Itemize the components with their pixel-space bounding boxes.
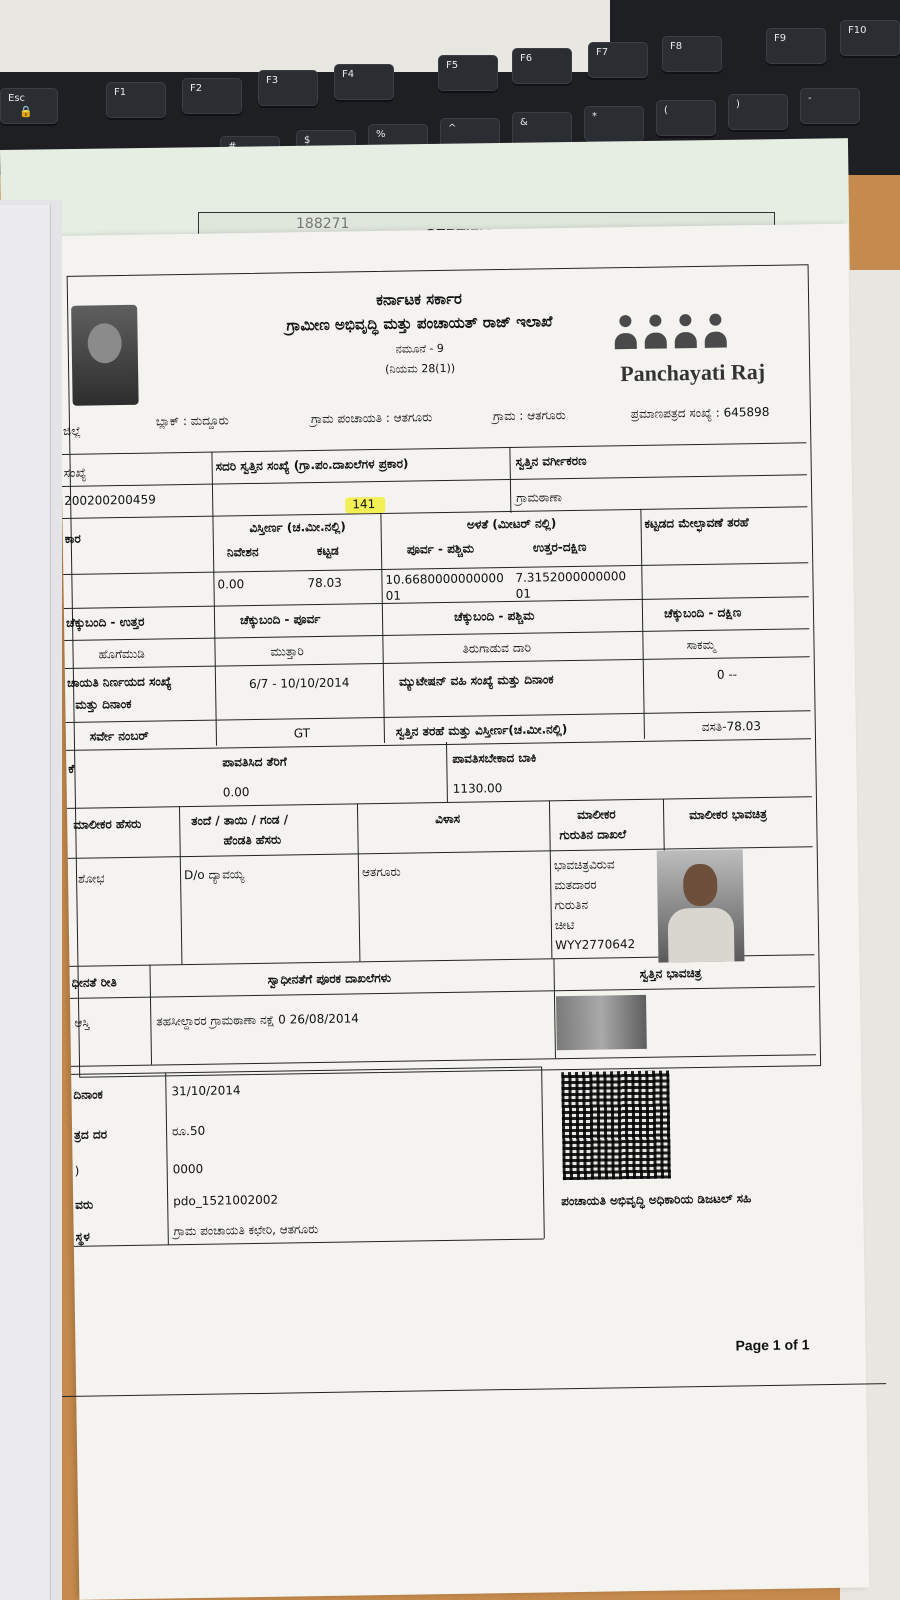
key-f1: F1 (106, 82, 166, 118)
property-photo (556, 995, 647, 1050)
book-page-edge (0, 205, 51, 1600)
panchayati-raj-logo-icon (611, 313, 752, 355)
rule-number: (ನಿಯಮ 28(1)) (385, 361, 456, 376)
classification-value: ಗ್ರಾಮಠಾಣಾ (516, 490, 563, 505)
owner-id-line-4: ಚೀಟಿ (554, 917, 575, 933)
boundary-north-label: ಚೆಕ್ಕುಬಂದಿ - ಉತ್ತರ (65, 614, 145, 630)
roof-type-label: ಕಟ್ಟಡದ ಮೇಲ್ಛಾವಣೆ ತರಹೆ (644, 515, 749, 531)
mutation-value: 0 -- (716, 667, 738, 682)
site-area-value: 0.00 (217, 577, 245, 592)
owner-id-label-1: ಮಾಲೀಕರ (577, 807, 616, 822)
form-9-document (58, 224, 869, 1600)
key-minus: - (800, 88, 860, 124)
property-photo-label: ಸ್ವತ್ತಿನ ಭಾವಚಿತ್ರ (639, 965, 702, 981)
panchayati-raj-logo-text: Panchayati Raj (620, 358, 766, 387)
key-f4: F4 (334, 64, 394, 100)
sadari-value: 141 (352, 497, 376, 512)
resolution-label-1: ಚಾಯತಿ ನಿರ್ಣಯದ ಸಂಖ್ಯೆ (66, 674, 172, 690)
owner-id-line-3: ಗುರುತಿನ (554, 897, 589, 913)
address-label: ವಿಳಾಸ (435, 811, 461, 827)
east-west-label: ಪೂರ್ವ - ಪಶ್ಚಿಮ (406, 541, 475, 557)
owner-id-line-1: ಭಾವಚಿತ್ರವಿರುವ (553, 857, 615, 873)
owner-name-label: ಮಾಲೀಕರ ಹೆಸರು (73, 816, 142, 832)
tax-balance-value: 1130.00 (452, 781, 503, 796)
resolution-value: 6/7 - 10/10/2014 (248, 675, 350, 692)
east-west-value-1: 10.6680000000000 (385, 571, 504, 587)
key-esc: Esc 🔒 (0, 88, 58, 124)
key-f10: F10 (840, 20, 900, 56)
owner-id-line-2: ಮತದಾರರ (554, 877, 597, 893)
receipt-value: 0000 (172, 1161, 204, 1177)
owner-photo (657, 849, 745, 962)
boundary-east-label: ಚೆಕ್ಕುಬಂದಿ - ಪೂರ್ವ (239, 611, 321, 628)
east-west-value-2: 01 (385, 588, 402, 603)
tax-label: ಕೆ (68, 761, 75, 776)
owner-photo-label: ಮಾಲೀಕರ ಭಾವಚಿತ್ರ (689, 806, 768, 823)
north-south-value-2: 01 (515, 586, 532, 601)
survey-label: ಸರ್ವೇ ನಂಬರ್ (89, 728, 149, 744)
certificate-number: ಪ್ರಮಾಣಪತ್ರದ ಸಂಖ್ಯೆ : 645898 (630, 404, 770, 422)
form-number: ನಮೂನೆ - 9 (395, 341, 444, 356)
issuer-label: ವರು (75, 1197, 94, 1212)
property-no-value: 200200200459 (64, 492, 156, 508)
dimension-label: ಅಳತೆ (ಮೀಟರ್ ನಲ್ಲಿ) (466, 516, 557, 532)
receipt-label: ) (74, 1163, 80, 1178)
karnataka-emblem-icon (71, 305, 139, 406)
boundary-south-label: ಚೆಕ್ಕುಬಂದಿ - ದಕ್ಷಿಣ (663, 605, 742, 621)
fee-value: ರೂ.50 (171, 1123, 206, 1139)
type-label: ಕಾರ (64, 531, 81, 546)
relation-value: D/o ದ್ಯಾವಯ್ಯ (183, 867, 245, 883)
relation-label-2: ಹೆಂಡತಿ ಹೆಸರು (223, 832, 282, 848)
boundary-east-value: ಮುತ್ತಾರಿ (270, 644, 304, 659)
department-title: ಗ್ರಾಮೀಣ ಅಭಿವೃದ್ಧಿ ಮತ್ತು ಪಂಚಾಯತ್ ರಾಜ್ ಇಲಾಖೆ (286, 312, 553, 335)
issuer-value: pdo_1521002002 (173, 1192, 279, 1209)
key-f7: F7 (588, 42, 648, 78)
acquisition-docs-value: ತಹಸೀಲ್ದಾರರ ಗ್ರಾಮಠಾಣಾ ನಕ್ಷೆ 0 26/08/2014 (156, 1011, 359, 1029)
tax-paid-label: ಪಾವತಿಸಿದ ತೆರಿಗೆ (222, 754, 287, 770)
boundary-west-label: ಚೆಕ್ಕುಬಂದಿ - ಪಶ್ಚಿಮ (453, 608, 535, 624)
key-caret: ^ (440, 118, 500, 154)
boundary-north-value: ಹೊಗೆಮುಡಿ (98, 646, 145, 662)
key-f6: F6 (512, 48, 572, 84)
key-paren-open: ( (656, 100, 716, 136)
key-f3: F3 (258, 70, 318, 106)
place-label: ಸ್ಥಳ (75, 1229, 90, 1244)
property-no-label: ಸಂಖ್ಯೆ (63, 465, 87, 480)
key-f2: F2 (182, 78, 242, 114)
classification-label: ಸ್ವತ್ತಿನ ವರ್ಗೀಕರಣ (515, 453, 587, 469)
issue-date-value: 31/10/2014 (171, 1083, 241, 1099)
govt-title: ಕರ್ನಾಟಕ ಸರ್ಕಾರ (376, 289, 462, 310)
tax-paid-value: 0.00 (222, 785, 250, 800)
taluk: ಬ್ಲಾಕ್ : ಮದ್ದೂರು (155, 413, 229, 429)
issue-date-label: ದಿನಾಂಕ (73, 1087, 103, 1102)
certificate-serial: 188271 (296, 216, 350, 232)
owner-id-number: WYY2770642 (555, 937, 636, 953)
key-paren-close: ) (728, 94, 788, 130)
acquisition-docs-label: ಸ್ವಾಧೀನತೆಗೆ ಪೂರಕ ದಾಖಲೆಗಳು (267, 970, 392, 987)
owner-id-label-2: ಗುರುತಿನ ದಾಖಲೆ (559, 827, 627, 843)
boundary-west-value: ತಿರುಗಾಡುವ ದಾರಿ (462, 640, 532, 656)
place-value: ಗ್ರಾಮ ಪಂಚಾಯತಿ ಕಛೇರಿ, ಆತಗೂರು (173, 1222, 319, 1239)
digital-signature-label: ಪಂಚಾಯತಿ ಅಭಿವೃದ್ಧಿ ಅಧಿಕಾರಿಯ ಡಿಜಟಲ್ ಸಹಿ (561, 1191, 752, 1209)
page-number: Page 1 of 1 (735, 1336, 810, 1354)
gram-panchayat: ಗ್ರಾಮ ಪಂಚಾಯತಿ : ಆತಗೂರು (310, 410, 433, 427)
survey-value: GT (293, 726, 311, 741)
fee-label: ತ್ರದ ದರ (74, 1127, 108, 1142)
north-south-value-1: 7.3152000000000 (515, 569, 627, 585)
district-label: ಜಿಲ್ಲೆ (62, 423, 81, 438)
sadari-label: ಸದರಿ ಸ್ವತ್ತಿನ ಸಂಖ್ಯೆ (ಗ್ರಾ.ಪಂ.ದಾಖಲೆಗಳ ಪ್ರಕಾರ) (215, 456, 409, 474)
north-south-label: ಉತ್ತರ-ದಕ್ಷಿಣ (532, 539, 587, 555)
mutation-label: ಮ್ಯುಟೇಷನ್ ವಹಿ ಸಂಖ್ಯೆ ಮತ್ತು ದಿನಾಂಕ (398, 672, 554, 689)
property-type-label: ಸ್ವತ್ತಿನ ತರಹೆ ಮತ್ತು ವಿಸ್ತೀರ್ಣ(ಚ.ಮೀ.ನಲ್ಲಿ) (395, 722, 568, 739)
address-value: ಆತಗೂರು (361, 864, 401, 880)
key-f5: F5 (438, 55, 498, 91)
acquisition-method-label: ಧೀನತೆ ರೀತಿ (71, 975, 117, 990)
acquisition-method-value: ಆಸ್ತಿ (74, 1015, 90, 1030)
key-f9: F9 (766, 28, 826, 64)
village: ಗ್ರಾಮ : ಆತಗೂರು (492, 408, 566, 424)
key-f8: F8 (662, 36, 722, 72)
building-area-value: 78.03 (307, 575, 342, 591)
area-label: ವಿಸ್ತೀರ್ಣ (ಚ.ಮೀ.ನಲ್ಲಿ) (249, 519, 346, 536)
resolution-label-2: ಮತ್ತು ದಿನಾಂಕ (75, 696, 132, 712)
key-asterisk: * (584, 106, 644, 142)
tax-balance-label: ಪಾವತಿಸಬೇಕಾದ ಬಾಕಿ (452, 750, 537, 766)
qr-code (561, 1071, 671, 1181)
owner-name-value: ಶೋಭ (77, 871, 105, 886)
property-type-value: ವಸತಿ-78.03 (701, 719, 762, 734)
key-percent: % (368, 124, 428, 160)
building-label: ಕಟ್ಟಡ (316, 543, 339, 558)
relation-label-1: ತಂದೆ / ತಾಯಿ / ಗಂಡ / (191, 812, 289, 828)
boundary-south-value: ಸಾಕಮ್ಮ (686, 637, 716, 653)
key-dollar: $ (296, 130, 356, 166)
site-label: ನಿವೇಶನ (226, 544, 259, 560)
key-ampersand: & (512, 112, 572, 148)
